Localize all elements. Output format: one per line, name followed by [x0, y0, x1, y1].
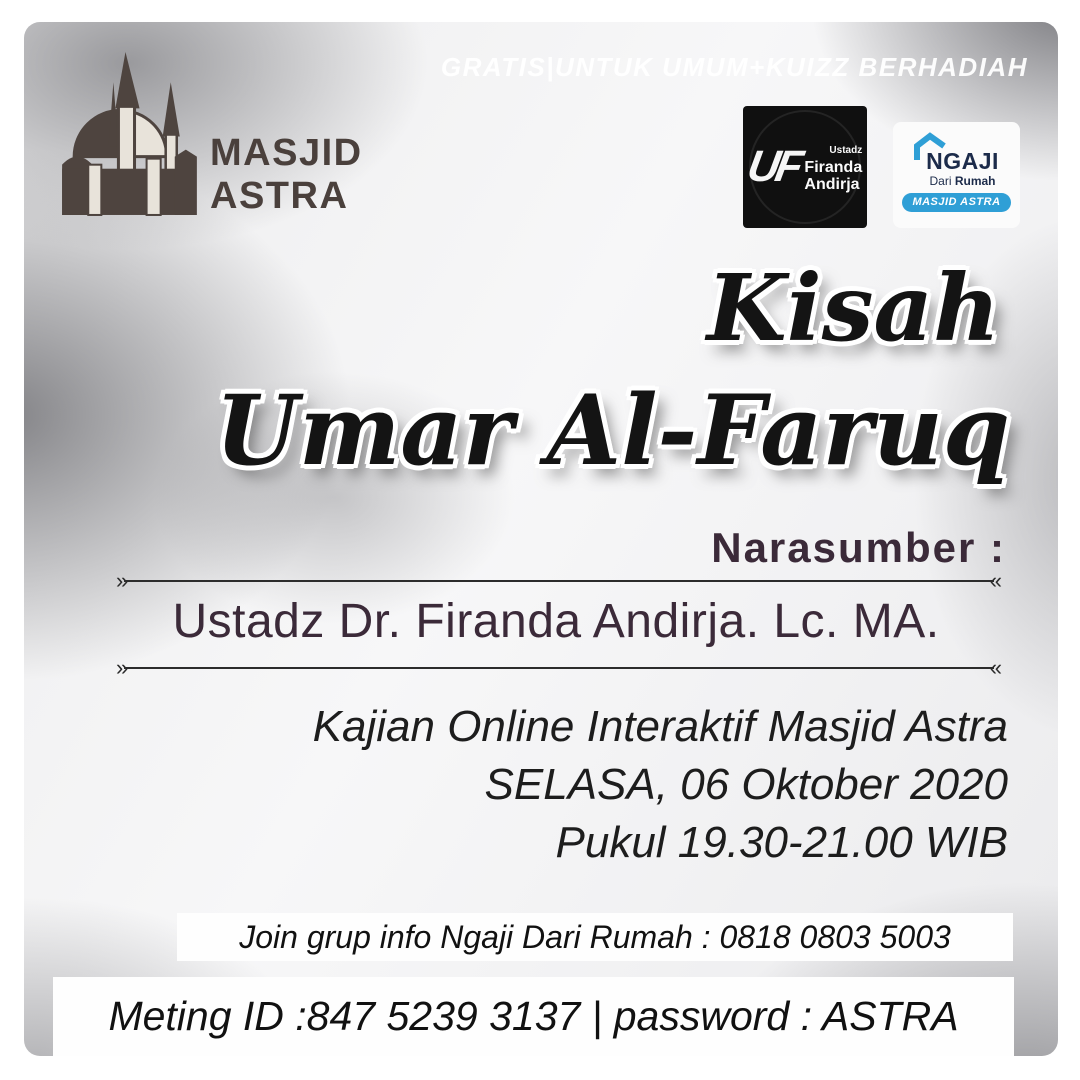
divider-line — [124, 667, 994, 669]
divider-right-arrow-icon: « — [989, 655, 1002, 680]
ngaji-logo-title: NGAJI — [926, 148, 999, 174]
ngaji-sub-bold: Rumah — [954, 174, 996, 188]
event-title-line1: Kisah — [706, 254, 1000, 362]
uf-label-firanda: Firanda — [804, 158, 863, 176]
poster-canvas — [24, 22, 1058, 1056]
meeting-credentials-bar: Meting ID :847 5239 3137 | password : ASTRA — [53, 977, 1014, 1056]
ngaji-sub-regular: Dari — [929, 174, 955, 188]
mosque-icon — [58, 44, 204, 220]
uf-monogram: UF — [743, 142, 803, 191]
divider-right-arrow-icon: « — [989, 568, 1002, 593]
ngaji-logo-subtitle — [893, 174, 1020, 188]
join-group-info-bar: Join grup info Ngaji Dari Rumah : 0818 0803 5003 — [177, 913, 1013, 961]
ngaji-masjid-astra-badge: MASJID ASTRA — [902, 193, 1010, 212]
ngaji-dari-rumah-logo — [893, 122, 1020, 228]
event-time: Pukul 19.30-21.00 WIB — [555, 818, 1008, 867]
free-event-banner: GRATIS|UNTUK UMUM+KUIZZ BERHADIAH — [440, 52, 1028, 82]
divider-left-arrow-icon: » — [116, 568, 129, 593]
house-roof-icon — [913, 132, 947, 162]
uf-label-andirja: Andirja — [804, 175, 860, 193]
uf-logo-text — [804, 142, 862, 193]
divider-line — [124, 580, 994, 582]
brand-name-line2: ASTRA — [210, 175, 349, 217]
event-details — [313, 698, 1008, 872]
speaker-name: Ustadz Dr. Firanda Andirja. Lc. MA. — [172, 595, 940, 648]
brand-name-line1: MASJID — [210, 132, 363, 174]
event-format: Kajian Online Interaktif Masjid Astra — [312, 702, 1008, 751]
event-title-line2: Umar Al-Faruq — [215, 374, 1010, 487]
decorative-divider-bottom — [116, 657, 1002, 679]
divider-left-arrow-icon: » — [116, 655, 129, 680]
brand-name — [210, 132, 363, 218]
decorative-divider-top — [116, 570, 1002, 592]
event-date: SELASA, 06 Oktober 2020 — [484, 760, 1008, 809]
ustadz-firanda-andirja-logo — [743, 106, 867, 228]
uf-label-ustadz: Ustadz — [829, 144, 863, 156]
narasumber-label: Narasumber : — [711, 524, 1006, 571]
